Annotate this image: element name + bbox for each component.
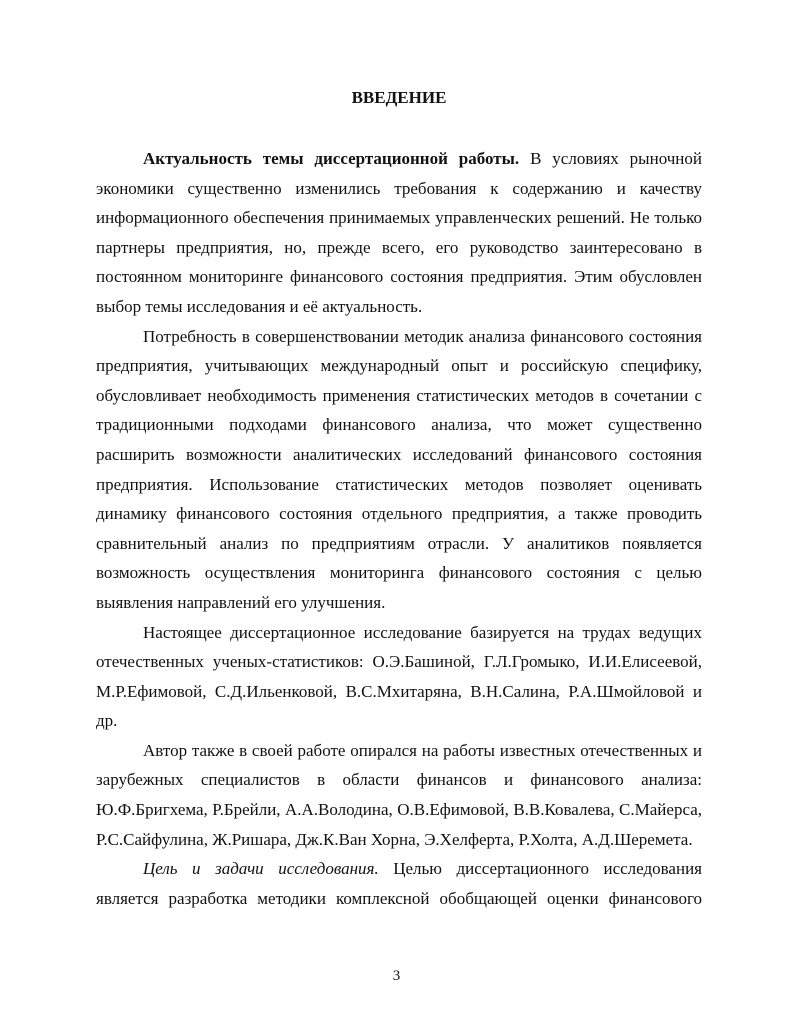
section-heading: ВВЕДЕНИЕ bbox=[351, 88, 447, 107]
paragraph-text: В условиях рыночной экономики существенно изменились требования к содержанию и качеству информационного обеспечения принимаемых управленческих решений. Не только партнеры предприятия, но, прежде всего, его руководство заинтересовано в постоянном мониторинге финансового состояния предприятия. Этим обусловлен выбор темы исследования и её актуальность. bbox=[96, 149, 703, 316]
paragraph-foreign-specialists bbox=[96, 736, 702, 854]
paragraph-text: Потребность в совершенствовании методик анализа финансового состояния предприятия, учитывающих международный опыт и российскую специфику, обусловливает необходимость применения статистических методов в сочетании с традиционными подходами финансового анализа, что может существенно расширить возможности аналитических исследований финансового состояния предприятия. Использование статистических методов позволяет оценивать динамику финансового состояния отдельного предприятия, а также проводить сравнительный анализ по предприятиям отрасли. У аналитиков появляется возможность осуществления мониторинга финансового состояния с целью выявления направлений его улучшения. bbox=[96, 326, 702, 612]
paragraph-relevance bbox=[96, 144, 702, 322]
paragraph-text: Настоящее диссертационное исследование базируется на трудах ведущих отечественных ученых-статистиков: О.Э.Башиной, Г.Л.Громыко, И.И.Елисеевой, М.Р.Ефимовой, С.Д.Ильенковой, В.С.Мхитаряна, В.Н.Салина, Р.А.Шмойловой и др. bbox=[96, 622, 702, 731]
paragraph-text: Целью диссертационного исследования является разработка методики комплексной обобщающей оценки финансового bbox=[96, 859, 702, 908]
paragraph-text: Автор также в своей работе опирался на работы известных отечественных и зарубежных специалистов в области финансов и финансового анализа: Ю.Ф.Бригхема, Р.Брейли, А.А.Володина, О.В.Ефимовой, В.В.Ковалева, С.Майерса, Р.С.Сайфулина, Ж.Ришара, Дж.К.Ван Хорна, Э.Хелферта, Р.Холта, А.Д.Шеремета. bbox=[96, 740, 702, 849]
page-number: 3 bbox=[392, 968, 401, 984]
paragraph-goals bbox=[96, 854, 702, 913]
paragraph-lead-italic: Цель и задачи исследования. bbox=[143, 859, 379, 879]
paragraph-methods-need bbox=[96, 322, 702, 618]
paragraph-lead-bold: Актуальность темы диссертационной работы. bbox=[143, 149, 520, 168]
body-text bbox=[96, 144, 702, 913]
paragraph-domestic-scholars bbox=[96, 618, 702, 736]
